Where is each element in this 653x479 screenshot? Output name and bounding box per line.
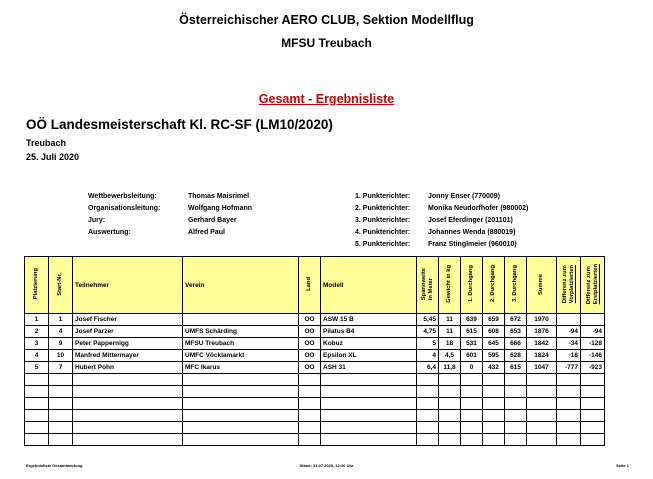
cell-round2 (483, 386, 505, 398)
cell-model (321, 410, 417, 422)
header-club: MFSU Treubach (281, 36, 372, 50)
cell-start: 1 (49, 314, 73, 326)
col-header-sum: Summe (527, 257, 557, 314)
cell-participant (73, 386, 183, 398)
table-header-row (25, 257, 605, 314)
cell-diff-first: -94 (581, 326, 605, 338)
judges-names (428, 191, 528, 251)
cell-weight (439, 410, 461, 422)
cell-model (321, 398, 417, 410)
cell-country: OO (299, 338, 321, 350)
judge-name: Johannes Wenda (880019) (428, 229, 516, 236)
judge-role: 5. Punkterichter: (355, 241, 411, 248)
judge-name: Franz Stinglmeier (960010) (428, 241, 517, 248)
cell-span: 6,4 (417, 362, 439, 374)
cell-country (299, 422, 321, 434)
cell-club (183, 374, 299, 386)
cell-weight (439, 374, 461, 386)
cell-round2: 432 (483, 362, 505, 374)
cell-round3 (505, 422, 527, 434)
col-header-place: Platzierung (25, 257, 49, 314)
judge-name: Monika Neudorfhofer (980002) (428, 205, 529, 212)
cell-club (183, 410, 299, 422)
cell-diff-first: -128 (581, 338, 605, 350)
cell-diff-prev: -34 (557, 338, 581, 350)
cell-model (321, 434, 417, 446)
cell-place: 2 (25, 326, 49, 338)
cell-weight: 11 (439, 326, 461, 338)
cell-diff-prev (557, 410, 581, 422)
cell-diff-prev: -94 (557, 326, 581, 338)
cell-club: MFC Ikarus (183, 362, 299, 374)
cell-span: 5 (417, 338, 439, 350)
col-header-round1: 1. Durchgang (461, 257, 483, 314)
cell-club (183, 386, 299, 398)
cell-diff-prev (557, 398, 581, 410)
cell-start: 4 (49, 326, 73, 338)
cell-round2 (483, 410, 505, 422)
cell-span (417, 374, 439, 386)
col-header-model: Modell (321, 257, 417, 314)
cell-diff-first (581, 398, 605, 410)
cell-round2 (483, 434, 505, 446)
results-table (24, 256, 605, 446)
competition-location: Treubach (26, 138, 67, 148)
cell-weight: 11,8 (439, 362, 461, 374)
cell-round3: 615 (505, 362, 527, 374)
cell-place (25, 398, 49, 410)
cell-weight (439, 386, 461, 398)
cell-round1: 615 (461, 326, 483, 338)
cell-participant: Josef Parzer (73, 326, 183, 338)
cell-start: 7 (49, 362, 73, 374)
cell-round1: 639 (461, 314, 483, 326)
table-row (25, 326, 605, 338)
cell-sum (527, 410, 557, 422)
judge-role: 2. Punkterichter: (355, 205, 411, 212)
cell-round2: 608 (483, 326, 505, 338)
cell-round3: 666 (505, 338, 527, 350)
official-name: Gerhard Bayer (188, 217, 237, 224)
header-association: Österreichischer AERO CLUB, Sektion Modellflug (179, 13, 474, 27)
cell-diff-prev (557, 386, 581, 398)
cell-weight: 4,5 (439, 350, 461, 362)
cell-participant: Peter Pappernigg (73, 338, 183, 350)
cell-round2: 659 (483, 314, 505, 326)
cell-sum (527, 374, 557, 386)
competition-date: 25. Juli 2020 (26, 152, 80, 162)
cell-club: UMFS Schärding (183, 326, 299, 338)
cell-participant (73, 398, 183, 410)
table-row-empty (25, 410, 605, 422)
cell-participant: Hubert Pohn (73, 362, 183, 374)
judge-role: 4. Punkterichter: (355, 229, 411, 236)
cell-model: Pilatus B4 (321, 326, 417, 338)
cell-club (183, 314, 299, 326)
cell-round3 (505, 374, 527, 386)
official-role: Auswertung: (88, 229, 131, 236)
cell-round3: 672 (505, 314, 527, 326)
table-row-empty (25, 398, 605, 410)
cell-country (299, 398, 321, 410)
cell-club: UMFC Vöcklamarkt (183, 350, 299, 362)
cell-diff-first: -146 (581, 350, 605, 362)
cell-round3 (505, 434, 527, 446)
cell-round1: 531 (461, 338, 483, 350)
cell-participant (73, 374, 183, 386)
col-header-weight: Gewicht in kg (439, 257, 461, 314)
cell-model (321, 374, 417, 386)
cell-sum: 1876 (527, 326, 557, 338)
table-row-empty (25, 386, 605, 398)
cell-round1: 601 (461, 350, 483, 362)
table-row (25, 362, 605, 374)
cell-round1 (461, 398, 483, 410)
cell-diff-prev (557, 422, 581, 434)
col-header-span: Spannweite in Meter (417, 257, 439, 314)
cell-round1: 0 (461, 362, 483, 374)
cell-place (25, 410, 49, 422)
table-row-empty (25, 422, 605, 434)
cell-diff-prev: -777 (557, 362, 581, 374)
cell-start (49, 374, 73, 386)
cell-weight: 11 (439, 314, 461, 326)
judges-roles (355, 191, 410, 251)
cell-country: OO (299, 314, 321, 326)
cell-model (321, 386, 417, 398)
cell-sum: 1842 (527, 338, 557, 350)
cell-round1 (461, 434, 483, 446)
cell-diff-first (581, 386, 605, 398)
cell-start: 9 (49, 338, 73, 350)
col-header-diff-first: Differenz zum Erstplatzierten (581, 257, 605, 314)
cell-club (183, 422, 299, 434)
official-name: Wolfgang Hofmann (188, 205, 253, 212)
cell-start: 10 (49, 350, 73, 362)
cell-span (417, 398, 439, 410)
official-name: Alfred Paul (188, 229, 225, 236)
table-row (25, 314, 605, 326)
cell-club (183, 398, 299, 410)
cell-round1 (461, 410, 483, 422)
cell-country: OO (299, 326, 321, 338)
cell-start (49, 410, 73, 422)
col-header-start: Start-Nr. (49, 257, 73, 314)
cell-weight (439, 422, 461, 434)
judge-name: Jonny Enser (770009) (428, 193, 500, 200)
cell-country (299, 434, 321, 446)
cell-country (299, 410, 321, 422)
cell-participant (73, 422, 183, 434)
cell-round3 (505, 410, 527, 422)
cell-place: 5 (25, 362, 49, 374)
cell-place (25, 434, 49, 446)
cell-sum (527, 386, 557, 398)
col-header-country: Land (299, 257, 321, 314)
col-header-club: Verein (183, 257, 299, 314)
official-role: Organisationsleitung: (88, 205, 161, 212)
cell-weight: 18 (439, 338, 461, 350)
footer-center: Stand: 31.07.2020, 12:00 Uhr (299, 463, 354, 468)
col-header-participant: Teilnehmer (73, 257, 183, 314)
cell-round1 (461, 386, 483, 398)
cell-round2 (483, 398, 505, 410)
cell-round2 (483, 374, 505, 386)
cell-start (49, 422, 73, 434)
official-name: Thomas Maisrimel (188, 193, 250, 200)
cell-model: Kobuz (321, 338, 417, 350)
cell-round1 (461, 422, 483, 434)
cell-round2 (483, 422, 505, 434)
cell-diff-first (581, 374, 605, 386)
cell-weight (439, 434, 461, 446)
cell-country: OO (299, 362, 321, 374)
footer-right: Seite 1 (616, 463, 629, 468)
cell-place: 4 (25, 350, 49, 362)
cell-round3 (505, 386, 527, 398)
cell-participant (73, 434, 183, 446)
official-role: Wettbewerbsleitung: (88, 193, 157, 200)
table-row-empty (25, 374, 605, 386)
cell-model: ASW 15 B (321, 314, 417, 326)
cell-sum: 1824 (527, 350, 557, 362)
cell-diff-prev (557, 314, 581, 326)
judge-role: 3. Punkterichter: (355, 217, 411, 224)
cell-country (299, 386, 321, 398)
cell-round2: 595 (483, 350, 505, 362)
table-row (25, 338, 605, 350)
cell-diff-first: -923 (581, 362, 605, 374)
cell-round1 (461, 374, 483, 386)
cell-sum (527, 398, 557, 410)
cell-sum: 1970 (527, 314, 557, 326)
col-header-round2: 2. Durchgang (483, 257, 505, 314)
cell-place: 3 (25, 338, 49, 350)
cell-span: 5,45 (417, 314, 439, 326)
cell-diff-first (581, 314, 605, 326)
cell-start (49, 398, 73, 410)
cell-round2: 645 (483, 338, 505, 350)
cell-place (25, 386, 49, 398)
cell-diff-prev: -18 (557, 350, 581, 362)
cell-weight (439, 398, 461, 410)
competition-title: OÖ Landesmeisterschaft Kl. RC-SF (LM10/2020) (26, 117, 333, 132)
footer-left: Ergebnisliste Gesamtwertung (26, 463, 83, 468)
cell-country: OO (299, 350, 321, 362)
cell-diff-prev (557, 374, 581, 386)
cell-club: MFSU Treubach (183, 338, 299, 350)
cell-country (299, 374, 321, 386)
cell-diff-prev (557, 434, 581, 446)
cell-round3 (505, 398, 527, 410)
cell-span (417, 422, 439, 434)
table-row-empty (25, 434, 605, 446)
judge-name: Josef Eferdinger (201101) (428, 217, 513, 224)
judge-role: 1. Punkterichter: (355, 193, 411, 200)
cell-place: 1 (25, 314, 49, 326)
cell-participant: Manfred Mittermayer (73, 350, 183, 362)
cell-sum: 1047 (527, 362, 557, 374)
cell-model (321, 422, 417, 434)
cell-start (49, 386, 73, 398)
cell-place (25, 422, 49, 434)
cell-model: Epsilon XL (321, 350, 417, 362)
official-role: Jury: (88, 217, 106, 224)
cell-round3: 653 (505, 326, 527, 338)
col-header-round3: 3. Durchgang (505, 257, 527, 314)
col-header-diff-prev: Differenz zum Vorplatzierten (557, 257, 581, 314)
cell-span: 4 (417, 350, 439, 362)
cell-span (417, 434, 439, 446)
officials-roles (88, 191, 160, 239)
cell-model: ASH 31 (321, 362, 417, 374)
cell-span (417, 410, 439, 422)
cell-sum (527, 434, 557, 446)
cell-diff-first (581, 410, 605, 422)
cell-diff-first (581, 434, 605, 446)
cell-diff-first (581, 422, 605, 434)
cell-place (25, 374, 49, 386)
cell-club (183, 434, 299, 446)
table-row (25, 350, 605, 362)
cell-span: 4,75 (417, 326, 439, 338)
cell-span (417, 386, 439, 398)
cell-participant: Josef Fischer (73, 314, 183, 326)
list-title: Gesamt - Ergebnisliste (258, 92, 395, 106)
cell-sum (527, 422, 557, 434)
cell-start (49, 434, 73, 446)
cell-participant (73, 410, 183, 422)
cell-round3: 628 (505, 350, 527, 362)
officials-names (188, 191, 252, 239)
